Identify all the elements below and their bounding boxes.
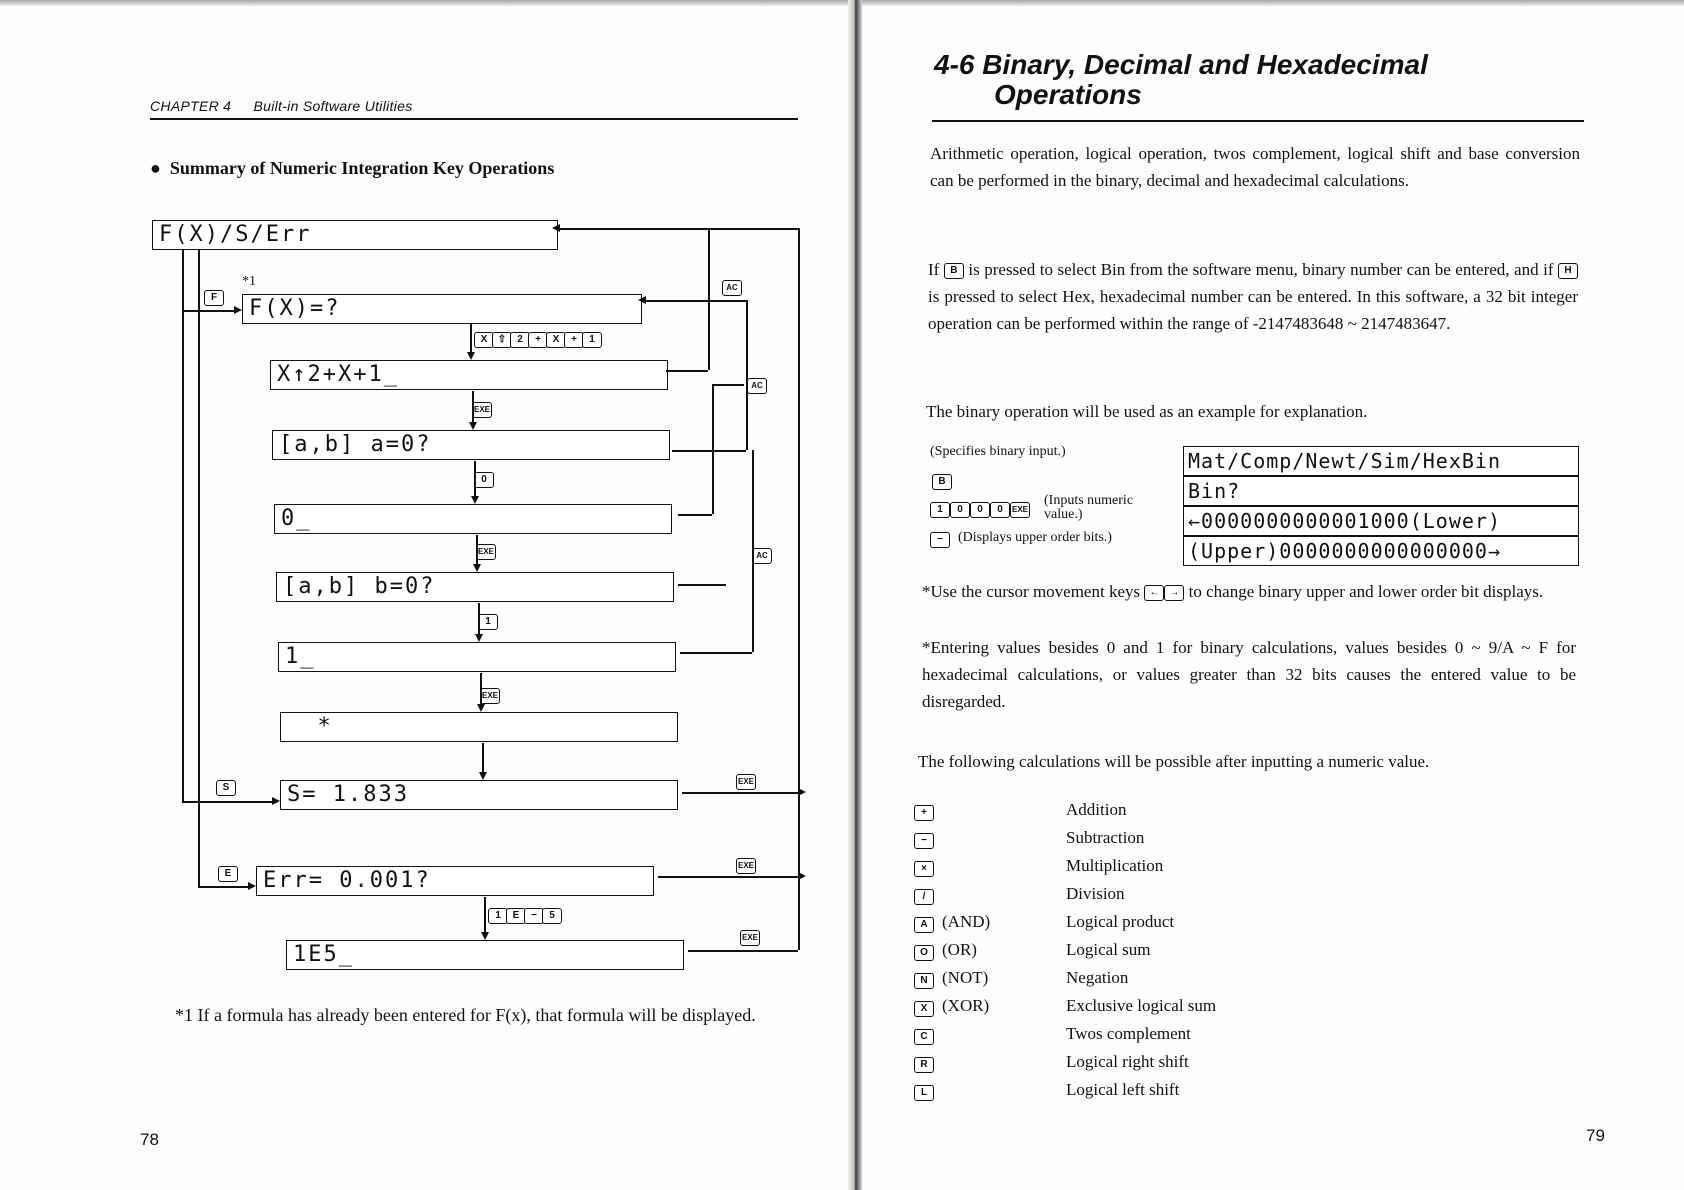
- op-row: [914, 940, 1151, 961]
- key-zero: 0: [474, 472, 494, 488]
- display-formula: X↑2+X+1_: [270, 360, 668, 390]
- display-b-input: 1_: [278, 642, 676, 672]
- op-row: [914, 856, 1164, 877]
- key-exe-5: EXE: [736, 858, 756, 874]
- key-h-inline: H: [1558, 263, 1578, 279]
- key-exe-6: EXE: [740, 930, 760, 946]
- op-key: X: [914, 1001, 934, 1017]
- key-s: S: [216, 780, 236, 796]
- op-key: N: [914, 973, 934, 989]
- op-desc: Division: [1066, 884, 1125, 903]
- op-key: −: [914, 833, 934, 849]
- cursor-right-key: →: [1164, 585, 1184, 601]
- display-a-prompt: [a,b] a=0?: [272, 430, 670, 460]
- key-f: F: [204, 290, 224, 306]
- key-e: E: [218, 866, 238, 882]
- op-desc: Twos complement: [1066, 1024, 1191, 1043]
- key-err-1: 1: [488, 908, 508, 924]
- example-key-1: 1: [930, 502, 950, 518]
- chapter-label: CHAPTER 4: [150, 98, 232, 114]
- example-key-b: B: [932, 474, 952, 490]
- note1-text-b: to change binary upper and lower order bit displays.: [1188, 582, 1544, 601]
- page-number-left: 78: [140, 1130, 159, 1149]
- op-desc: Subtraction: [1066, 828, 1145, 847]
- example-key-0b: 0: [970, 502, 990, 518]
- key-formula-1: 1: [582, 332, 602, 348]
- op-key: ×: [914, 861, 934, 877]
- op-key: O: [914, 945, 934, 961]
- example-key-minus: −: [930, 532, 950, 548]
- section-heading: [150, 158, 554, 179]
- ops-intro: The following calculations will be possible after inputting a numeric value.: [918, 752, 1430, 771]
- op-row: [914, 884, 1125, 905]
- key-ac-1: AC: [722, 280, 742, 296]
- key-exe-4: EXE: [736, 774, 756, 790]
- op-desc: Negation: [1066, 968, 1129, 987]
- op-desc: Logical right shift: [1066, 1052, 1189, 1071]
- chapter-title: Built-in Software Utilities: [253, 98, 413, 114]
- op-desc: Logical sum: [1066, 940, 1151, 959]
- op-tag: (OR): [942, 940, 977, 959]
- section-heading-text: Summary of Numeric Integration Key Operations: [169, 158, 555, 178]
- section-title: [934, 50, 1428, 110]
- key-one: 1: [478, 614, 498, 630]
- display-main-menu: F(X)/S/Err: [152, 220, 558, 250]
- display-calculating: *: [280, 712, 678, 742]
- bin-hex-paragraph: [928, 256, 1578, 337]
- key-formula-shift: ⇧: [492, 332, 512, 348]
- op-row: [914, 1080, 1180, 1101]
- op-row: [914, 996, 1217, 1017]
- op-key: A: [914, 917, 934, 933]
- display-fx-prompt: F(X)=?: [242, 294, 642, 324]
- key-ac-3: AC: [752, 548, 772, 564]
- footnote-marker: *1: [242, 274, 256, 289]
- op-row: [914, 800, 1127, 821]
- op-row: [914, 828, 1145, 849]
- op-desc: Logical left shift: [1066, 1080, 1180, 1099]
- key-err-minus: −: [524, 908, 544, 924]
- op-desc: Exclusive logical sum: [1066, 996, 1217, 1015]
- key-formula-x2: X: [546, 332, 566, 348]
- key-formula-2: 2: [510, 332, 530, 348]
- upper-note: (Displays upper order bits.): [958, 530, 1112, 545]
- display-a-input: 0_: [274, 504, 672, 534]
- example-intro: The binary operation will be used as an example for explanation.: [926, 402, 1368, 421]
- key-exe-1: EXE: [472, 402, 492, 418]
- bullet-icon: ●: [150, 158, 170, 178]
- op-key: C: [914, 1029, 934, 1045]
- para2-text-a: If: [928, 260, 940, 279]
- key-ac-2: AC: [747, 378, 767, 394]
- page-number-right: 79: [1586, 1126, 1605, 1145]
- para2-text-b: is pressed to select Bin from the software menu, binary number can be entered, and if: [968, 260, 1554, 279]
- op-row: [914, 912, 1175, 933]
- entry-rules-note: *Entering values besides 0 and 1 for binary calculations, values besides 0 ~ 9/A ~ F for hexadecimal calculations, or values greater than 32 bits causes the entered value to be disregarded.: [922, 638, 1576, 711]
- op-desc: Addition: [1066, 800, 1127, 819]
- example-key-exe: EXE: [1010, 502, 1030, 518]
- key-formula-plus2: +: [564, 332, 584, 348]
- op-key: +: [914, 805, 934, 821]
- example-lcd-line2: Bin?: [1183, 476, 1579, 506]
- op-desc: Multiplication: [1066, 856, 1164, 875]
- op-desc: Logical product: [1066, 912, 1175, 931]
- example-lcd-line1: Mat/Comp/Newt/Sim/HexBin: [1183, 446, 1579, 476]
- op-key: R: [914, 1057, 934, 1073]
- op-tag: (NOT): [942, 968, 989, 987]
- para2-text-c: is pressed to select Hex, hexadecimal number can be entered. In this software, a 32 bit integer operation can be performed within the range of -2147483648 ~ 2147483647.: [928, 287, 1578, 333]
- cursor-left-key: ←: [1144, 585, 1164, 601]
- input-note: (Inputs numeric value.): [1044, 493, 1134, 522]
- key-exe-2: EXE: [476, 544, 496, 560]
- op-row: [914, 1024, 1191, 1045]
- op-key: L: [914, 1085, 934, 1101]
- example-key-0a: 0: [950, 502, 970, 518]
- key-exe-3: EXE: [480, 688, 500, 704]
- op-tag: (AND): [942, 912, 991, 931]
- display-err-prompt: Err= 0.001?: [256, 866, 654, 896]
- spec-note: (Specifies binary input.): [930, 444, 1066, 459]
- display-s-result: S= 1.833: [280, 780, 678, 810]
- op-key: /: [914, 889, 934, 905]
- display-b-prompt: [a,b] b=0?: [276, 572, 674, 602]
- op-row: [914, 1052, 1189, 1073]
- example-lcd-line4: (Upper)0000000000000000→: [1183, 536, 1579, 566]
- note1-text-a: *Use the cursor movement keys: [922, 582, 1141, 601]
- header-rule: [150, 118, 798, 120]
- cursor-note: [922, 578, 1576, 605]
- key-b-inline: B: [944, 263, 964, 279]
- key-err-5: 5: [542, 908, 562, 924]
- example-lcd-line3: ←0000000000001000(Lower): [1183, 506, 1579, 536]
- section-title-line2: Operations: [994, 79, 1142, 110]
- title-rule: [932, 120, 1584, 122]
- op-tag: (XOR): [942, 996, 990, 1015]
- top-edge-shadow: [0, 0, 1684, 6]
- book-spine: [848, 0, 862, 1190]
- section-title-line1: 4-6 Binary, Decimal and Hexadecimal: [934, 49, 1428, 80]
- display-err-input: 1E5_: [286, 940, 684, 970]
- key-err-e: E: [506, 908, 526, 924]
- footnote: *1 If a formula has already been entered for F(x), that formula will be displayed.: [175, 1005, 756, 1025]
- op-row: [914, 968, 1129, 989]
- chapter-header: [150, 98, 431, 114]
- example-key-0c: 0: [990, 502, 1010, 518]
- key-formula-x1: X: [474, 332, 494, 348]
- intro-paragraph: Arithmetic operation, logical operation, twos complement, logical shift and base conversion can be performed in the binary, decimal and hexadecimal calculations.: [930, 144, 1580, 190]
- key-formula-plus1: +: [528, 332, 548, 348]
